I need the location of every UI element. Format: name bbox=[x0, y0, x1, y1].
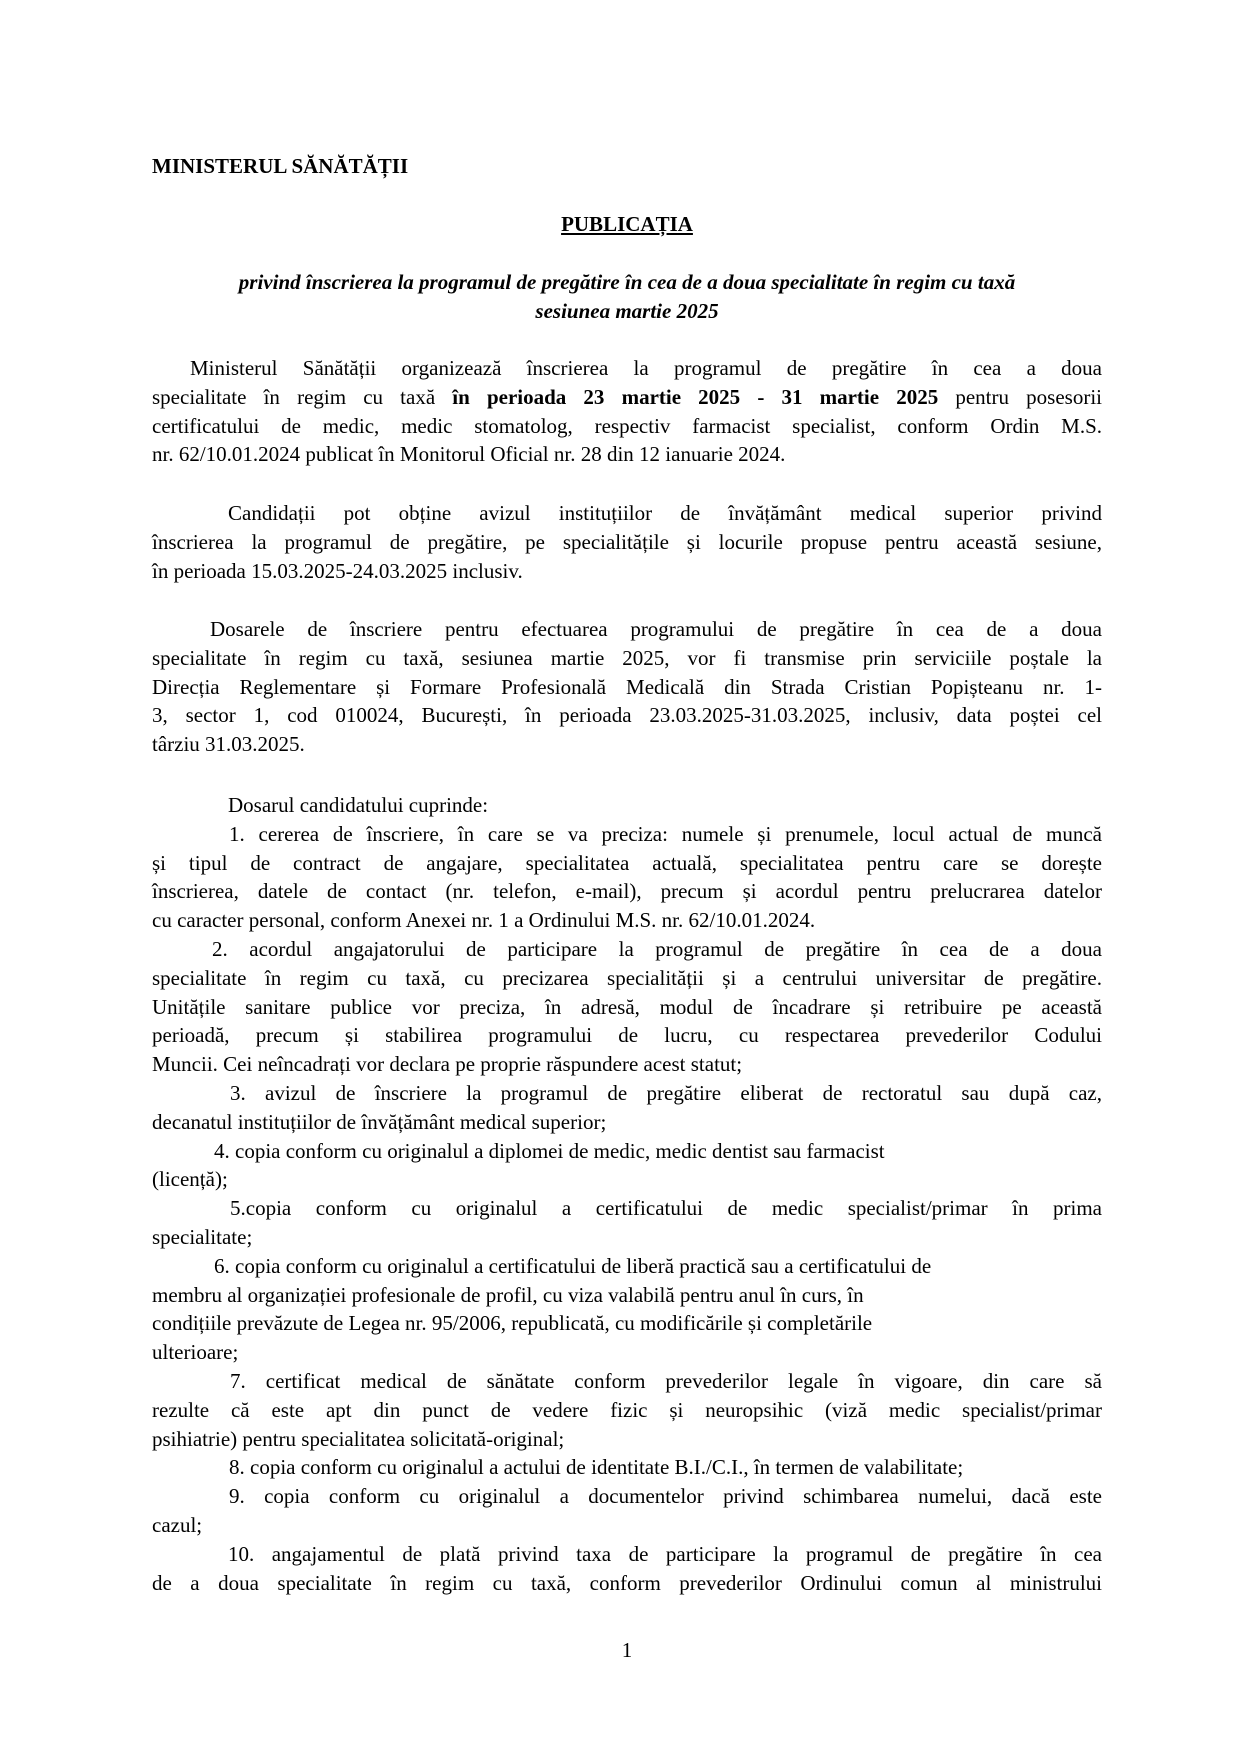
dossier-item bbox=[152, 1079, 1102, 1137]
text-line: Ministerul Sănătății organizează înscrierea la programul de pregătire în cea a doua bbox=[190, 356, 1102, 380]
dossier-item bbox=[152, 1252, 1102, 1367]
text-line: 9. copia conform cu originalul a documentelor privind schimbarea numelui, dacă este bbox=[229, 1484, 1102, 1509]
text-line: Muncii. Cei neîncadrați vor declara pe proprie răspundere acest statut; bbox=[152, 1052, 743, 1077]
dossier-item bbox=[152, 935, 1102, 1079]
text-line: cu caracter personal, conform Anexei nr. 1 a Ordinului M.S. nr. 62/10.01.2024. bbox=[152, 908, 816, 933]
text-line: psihiatrie) pentru specialitatea solicitată-original; bbox=[152, 1426, 565, 1451]
page-number: 1 bbox=[621, 1638, 633, 1662]
dossier-item bbox=[152, 1137, 1102, 1195]
text-line: (licență); bbox=[152, 1167, 228, 1192]
text-line: decanatul instituțiilor de învățământ medical superior; bbox=[152, 1109, 607, 1134]
text-line: perioadă, precum și stabilirea programului de lucru, cu respectarea prevederilor Codului bbox=[152, 1023, 1102, 1048]
text-line: 3. avizul de înscriere la programul de pregătire eliberat de rectoratul sau după caz, bbox=[230, 1080, 1102, 1105]
text-line: 7. certificat medical de sănătate conform prevederilor legale în vigoare, din care să bbox=[230, 1368, 1102, 1393]
dossier-item bbox=[152, 1482, 1102, 1540]
dossier-item bbox=[152, 1540, 1102, 1598]
paragraph-announcement bbox=[152, 354, 1102, 469]
paragraph-text bbox=[152, 499, 1102, 585]
text-line: 1. cererea de înscriere, în care se va preciza: numele și prenumele, locul actual de muncă bbox=[229, 821, 1102, 846]
text-line: înscrierea la programul de pregătire, pe specialitățile și locurile propuse pentru această sesiune, bbox=[152, 529, 1102, 554]
subtitle-line: sesiunea martie 2025 bbox=[535, 298, 719, 323]
subtitle-line: privind înscrierea la programul de pregătire în cea de a doua specialitate în regim cu taxă bbox=[238, 270, 1016, 294]
text-line: cazul; bbox=[152, 1512, 203, 1537]
dossier-intro: Dosarul candidatului cuprinde: bbox=[228, 793, 489, 817]
text-line: Direcția Reglementare și Formare Profesională Medicală din Strada Cristian Popișteanu nr. 1- bbox=[152, 674, 1102, 699]
paragraph-text bbox=[152, 615, 1102, 759]
text-line: certificatului de medic, medic stomatolog, respectiv farmacist specialist, conform Ordin M.S. bbox=[152, 413, 1102, 438]
text-line: Dosarele de înscriere pentru efectuarea programului de pregătire în cea de a doua bbox=[210, 617, 1102, 641]
text-line: specialitate în regim cu taxă, sesiunea martie 2025, vor fi transmise prin serviciile poștale la bbox=[152, 645, 1102, 670]
text-line: membru al organizației profesionale de profil, cu viza valabilă pentru anul în curs, în bbox=[152, 1282, 864, 1307]
text-line: înscrierea, datele de contact (nr. telefon, e-mail), precum și acordul pentru prelucrarea datelor bbox=[152, 879, 1102, 904]
text-segment: pentru posesorii bbox=[938, 384, 1102, 409]
text-line: în perioada 15.03.2025-24.03.2025 inclusiv. bbox=[152, 558, 523, 583]
text-line: rezulte că este apt din punct de vedere fizic și neuropsihic (viză medic specialist/primar bbox=[152, 1397, 1102, 1422]
text-line: condițiile prevăzute de Legea nr. 95/2006, republicată, cu modificările și completările bbox=[152, 1311, 873, 1336]
text-line: 6. copia conform cu originalul a certificatului de liberă practică sau a certificatului de bbox=[214, 1253, 932, 1278]
text-line: târziu 31.03.2025. bbox=[152, 732, 305, 757]
document-title: PUBLICAȚIA bbox=[561, 212, 693, 236]
text-line: 10. angajamentul de plată privind taxa de participare la programul de pregătire în cea bbox=[228, 1541, 1102, 1566]
text-line: Unitățile sanitare publice vor preciza, în adresă, modul de încadrare și retribuire pe această bbox=[152, 994, 1102, 1019]
text-line bbox=[152, 383, 1102, 412]
text-line: 4. copia conform cu originalul a diplomei de medic, medic dentist sau farmacist bbox=[214, 1138, 885, 1163]
dossier-item bbox=[152, 1453, 1102, 1482]
paragraph-submission bbox=[152, 615, 1102, 759]
text-segment: specialitate în regim cu taxă bbox=[152, 384, 453, 409]
subtitle bbox=[152, 268, 1102, 326]
ministry-heading: MINISTERUL SĂNĂTĂȚII bbox=[152, 154, 409, 178]
title-wrap bbox=[152, 210, 1102, 239]
text-line: 5.copia conform cu originalul a certificatului de medic specialist/primar în prima bbox=[230, 1196, 1102, 1221]
text-line: ulterioare; bbox=[152, 1340, 239, 1365]
text-line: specialitate în regim cu taxă, cu precizarea specialității și a centrului universitar de pregătire. bbox=[152, 965, 1102, 990]
dossier-list bbox=[152, 791, 1102, 1597]
text-line: 8. copia conform cu originalul a actului de identitate B.I./C.I., în termen de valabilitate; bbox=[229, 1455, 964, 1480]
bold-text: în perioada 23 martie 2025 - 31 martie 2025 bbox=[452, 384, 939, 409]
dossier-item bbox=[152, 820, 1102, 935]
text-line: nr. 62/10.01.2024 publicat în Monitorul Oficial nr. 28 din 12 ianuarie 2024. bbox=[152, 442, 786, 467]
paragraph-text bbox=[152, 354, 1102, 469]
dossier-item bbox=[152, 1367, 1102, 1453]
text-line: 2. acordul angajatorului de participare la programul de pregătire în cea de a doua bbox=[212, 936, 1102, 961]
text-line: specialitate; bbox=[152, 1224, 253, 1249]
paragraph-candidates bbox=[152, 499, 1102, 585]
text-line: și tipul de contract de angajare, specialitatea actuală, specialitatea pentru care se dorește bbox=[152, 850, 1102, 875]
dossier-item bbox=[152, 1194, 1102, 1252]
text-line: de a doua specialitate în regim cu taxă, conform prevederilor Ordinului comun al ministrului bbox=[152, 1570, 1102, 1595]
text-line: Candidații pot obține avizul instituțiilor de învățământ medical superior privind bbox=[228, 501, 1102, 525]
text-line: 3, sector 1, cod 010024, București, în perioada 23.03.2025-31.03.2025, inclusiv, data poștei cel bbox=[152, 703, 1102, 728]
